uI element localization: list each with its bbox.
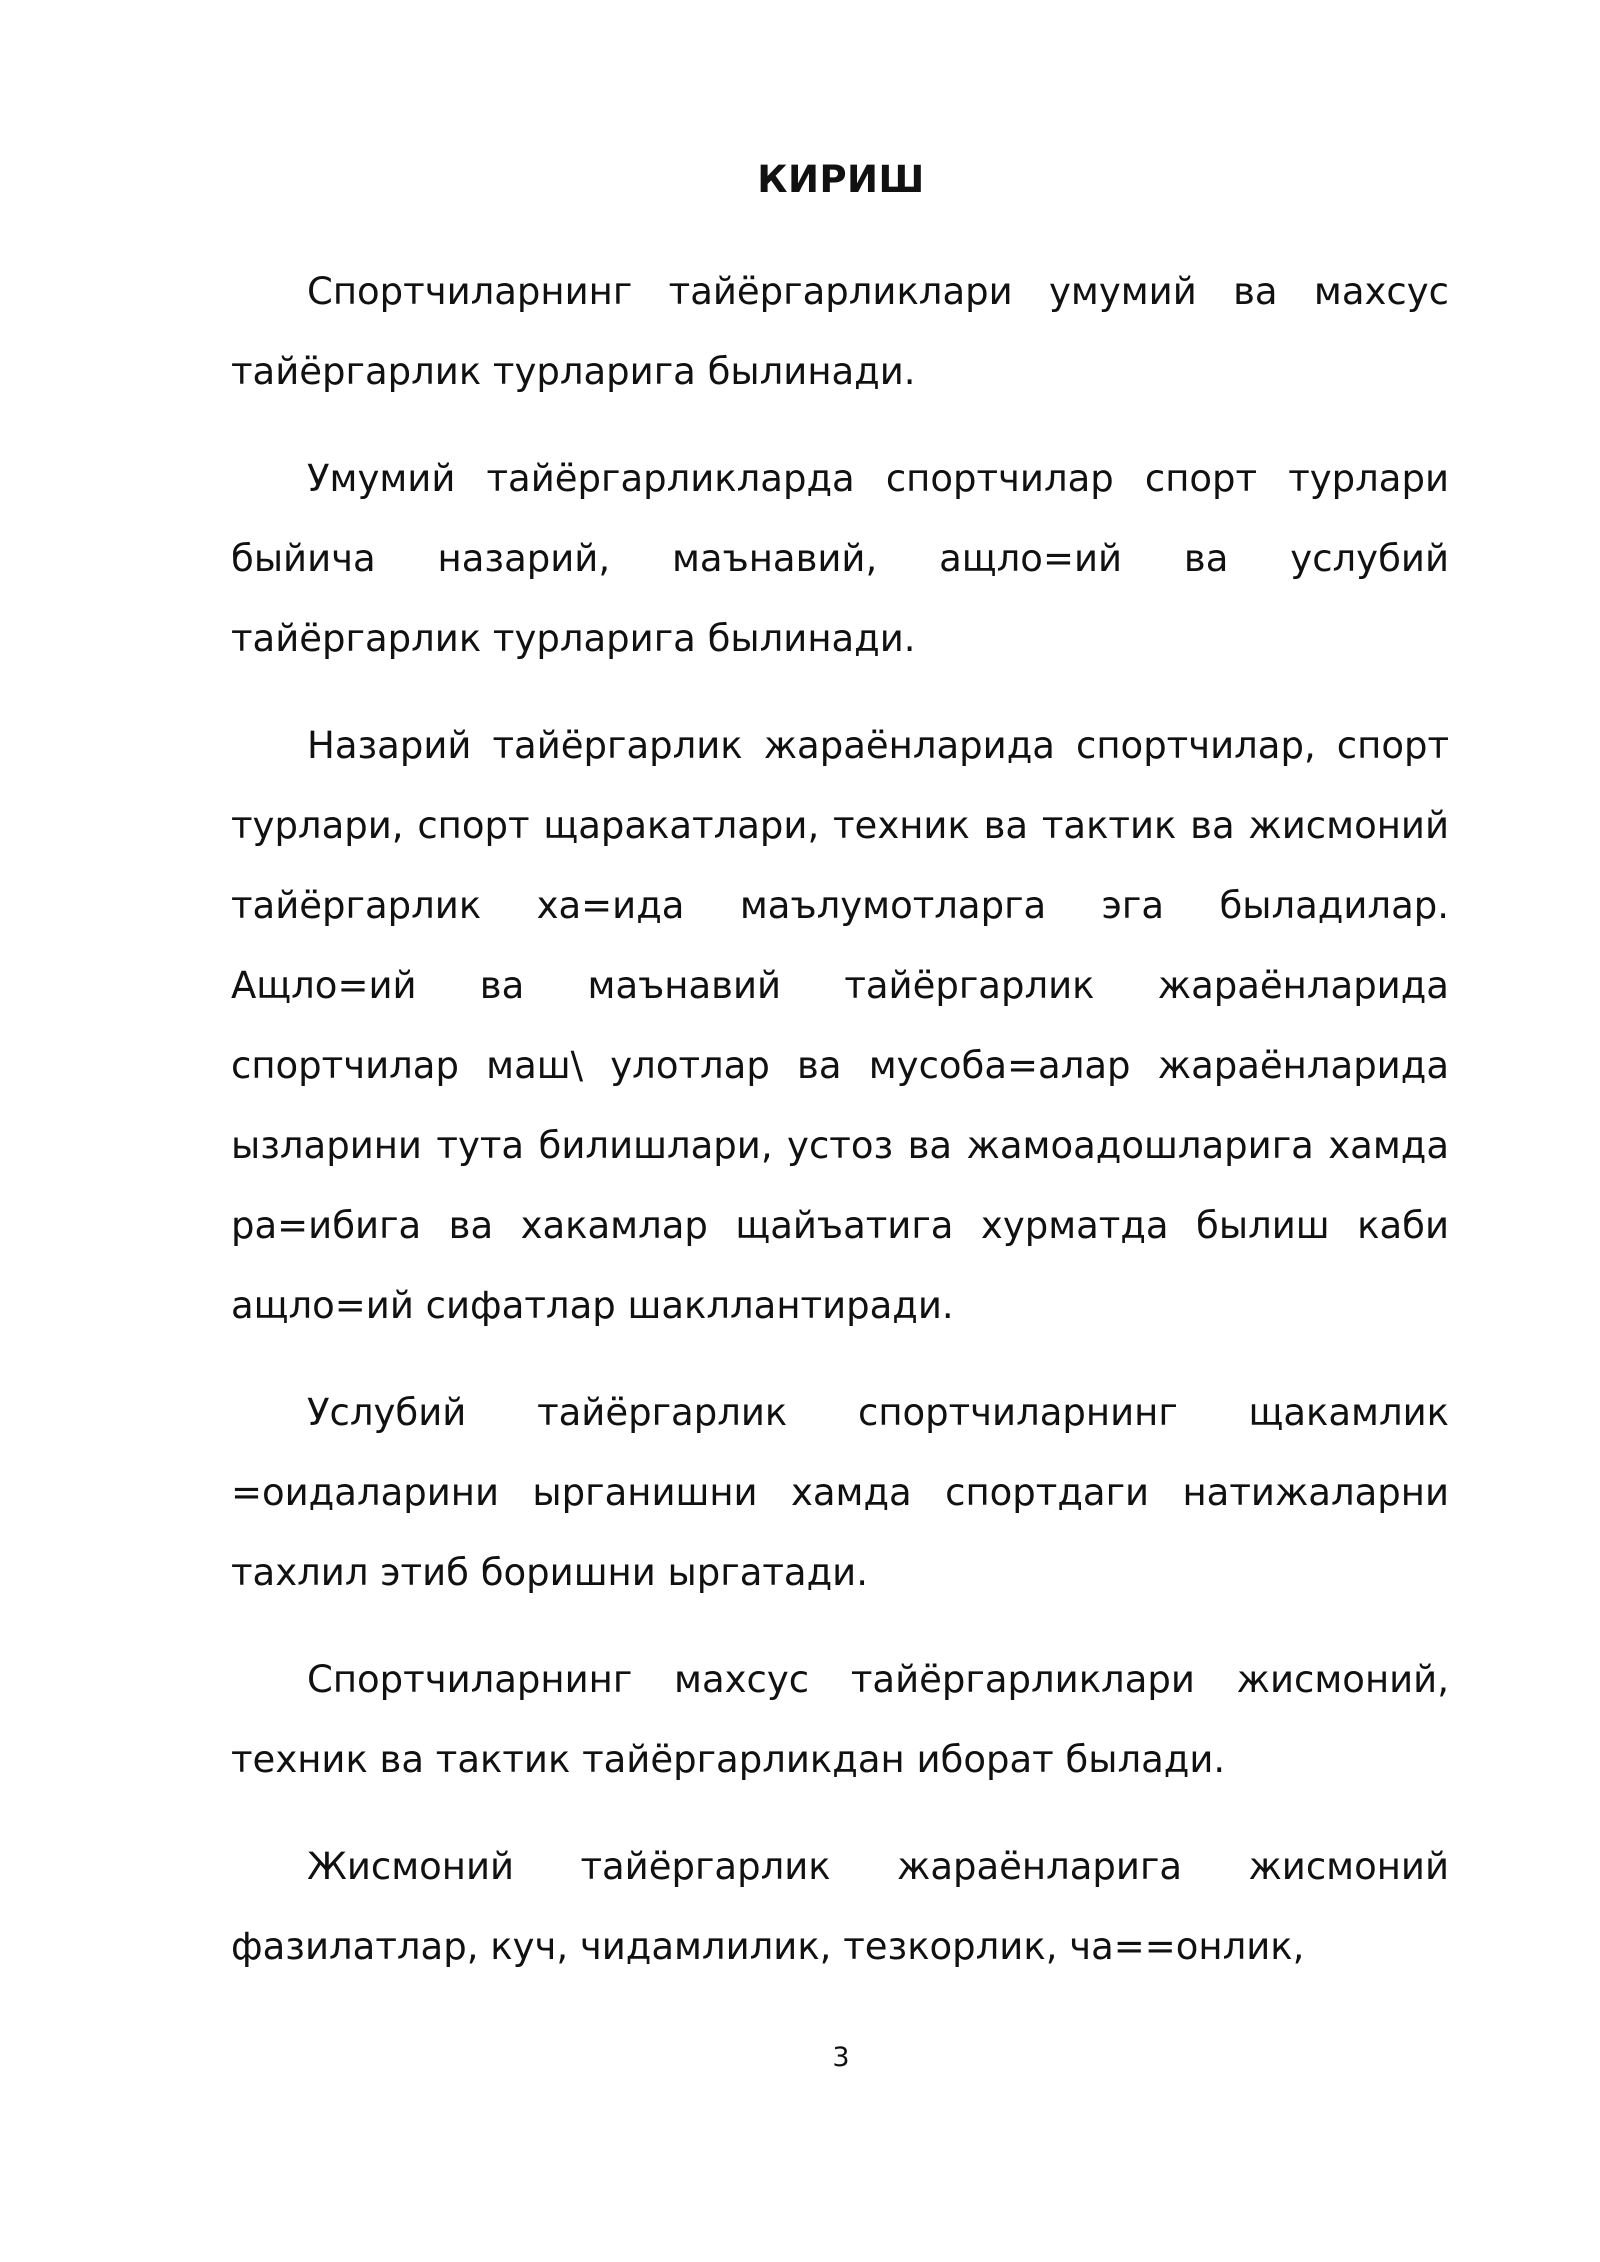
paragraph: Услубий тайёргарлик спортчиларнинг щакамлик =оидаларини ырганишни хамда спортдаги натижаларни тахлил этиб боришни ыргатади.	[231, 1391, 1449, 1594]
paragraph: Спортчиларнинг тайёргарликлари умумий ва махсус тайёргарлик турларига былинади.	[231, 270, 1449, 393]
body-text	[231, 252, 1449, 1987]
paragraph: Умумий тайёргарликларда спортчилар спорт турлари быйича назарий, маънавий, ащло=ий ва услубий тайёргарлик турларига былинади.	[231, 457, 1449, 660]
page-number: 3	[832, 2042, 850, 2073]
paragraph: Назарий тайёргарлик жараёнларида спортчилар, спорт турлари, спорт щаракатлари, техник ва тактик ва жисмоний тайёргарлик ха=ида маълумотларга эга быладилар. Ащло=ий ва маънавий тайёргарлик жараёнларида спортчилар маш\ улотлар ва мусоба=алар жараёнларида ызларини тута билишлари, устоз ва жамоадошларига хамда ра=ибига ва хакамлар щайъатига хурматда былиш каби ащло=ий сифатлар шакллантиради.	[231, 724, 1449, 1327]
paragraph: Спортчиларнинг махсус тайёргарликлари жисмоний, техник ва тактик тайёргарликдан иборат былади.	[231, 1658, 1449, 1781]
page-title: КИРИШ	[757, 158, 925, 201]
paragraph: Жисмоний тайёргарлик жараёнларига жисмоний фазилатлар, куч, чидамлилик, тезкорлик, ча==онлик,	[231, 1845, 1449, 1968]
